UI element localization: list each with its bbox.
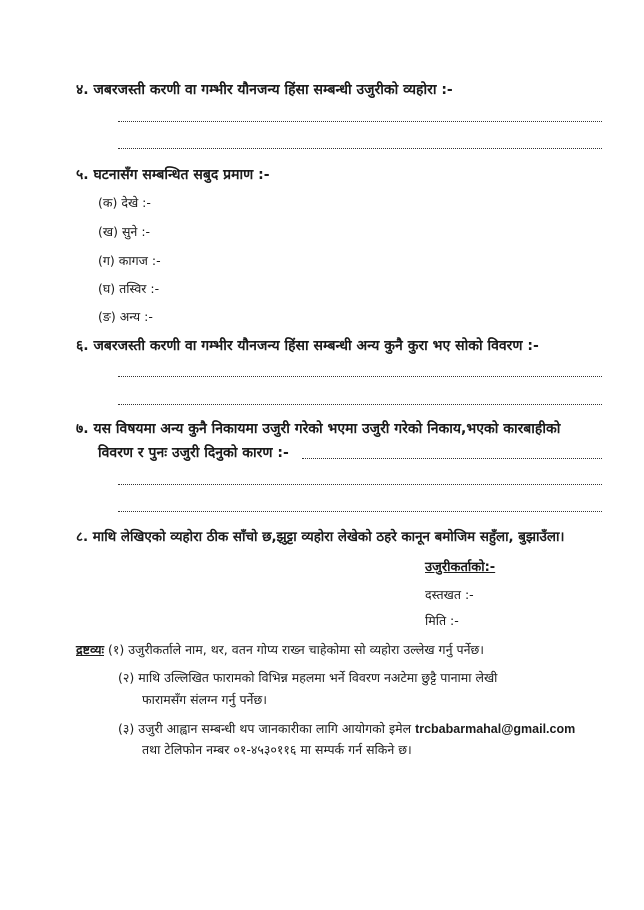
evidence-item-seen: (क) देखे :- xyxy=(98,195,151,210)
section-4-title: ४. जबरजस्ती करणी वा गम्भीर यौनजन्य हिंसा सम्बन्धी उजुरीको व्यहोरा :- xyxy=(76,82,453,98)
answer-line[interactable] xyxy=(118,121,602,122)
note-2-line2: फारामसँग संलग्न गर्नु पर्नेछ। xyxy=(142,692,267,707)
answer-line[interactable] xyxy=(118,511,602,512)
section-7-title-line1: ७. यस विषयमा अन्य कुनै निकायमा उजुरी गरेको भएमा उजुरी गरेको निकाय,भएको कारबाहीको xyxy=(76,421,561,437)
note-1 xyxy=(76,641,484,658)
answer-line[interactable] xyxy=(118,376,602,377)
answer-line[interactable] xyxy=(302,458,602,459)
signature-label: दस्तखत :- xyxy=(425,587,474,602)
answer-line[interactable] xyxy=(118,148,602,149)
answer-line[interactable] xyxy=(118,484,602,485)
signature-heading: उजुरीकर्ताको:- xyxy=(425,560,496,575)
evidence-item-heard: (ख) सुने :- xyxy=(98,224,151,239)
note-1-text: (१) उजुरीकर्ताले नाम, थर, वतन गोप्य राख्न चाहेकोमा सो व्यहोरा उल्लेख गर्नु पर्नेछ। xyxy=(107,642,485,657)
evidence-item-other: (ङ) अन्य :- xyxy=(98,309,153,324)
note-3-line2: तथा टेलिफोन नम्बर ०१-४५३०११६ मा सम्पर्क गर्न सकिने छ। xyxy=(142,742,412,757)
evidence-item-photo: (घ) तस्विर :- xyxy=(98,281,160,296)
note-2-line1: (२) माथि उल्लिखित फारामको विभिन्न महलमा भर्ने विवरण नअटेमा छुट्टै पानामा लेखी xyxy=(118,670,498,685)
date-label: मिति :- xyxy=(425,613,459,628)
section-5-title: ५. घटनासँग सम्बन्धित सबुद प्रमाण :- xyxy=(76,167,270,183)
email-link[interactable]: trcbabarmahal@gmail.com xyxy=(415,722,576,736)
evidence-item-document: (ग) कागज :- xyxy=(98,253,161,268)
section-6-title: ६. जबरजस्ती करणी वा गम्भीर यौनजन्य हिंसा सम्बन्धी अन्य कुनै कुरा भए सोको विवरण :- xyxy=(76,338,539,354)
section-7-title-line2: विवरण र पुनः उजुरी दिनुको कारण :- xyxy=(98,445,289,461)
answer-line[interactable] xyxy=(118,404,602,405)
notes-label: द्रष्टव्यः xyxy=(76,642,104,657)
note-3-text: (३) उजुरी आह्वान सम्बन्धी थप जानकारीका लागि आयोगको इमेल xyxy=(118,721,412,736)
section-8-declaration: ८. माथि लेखिएको व्यहोरा ठीक साँचो छ,झुट्टा व्यहोरा लेखेको ठहरे कानून बमोजिम सहुँला, बुझाउँला। xyxy=(76,530,565,545)
note-3-line1 xyxy=(118,720,575,737)
